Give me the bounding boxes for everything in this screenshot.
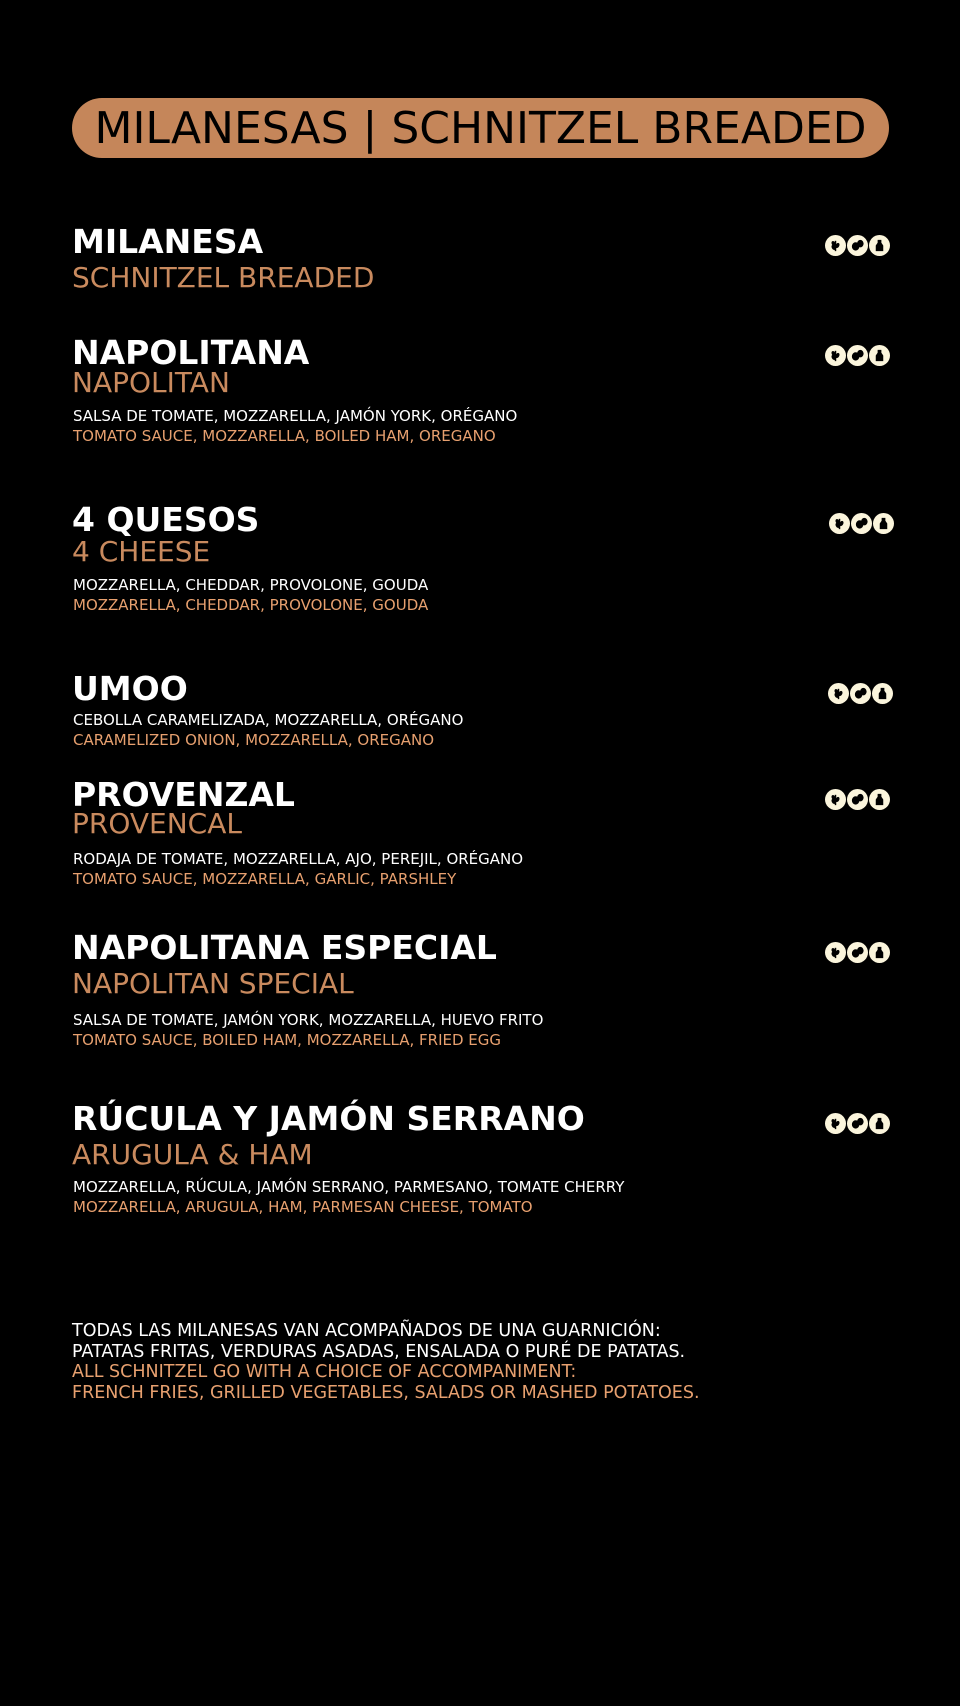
item-description-es: CEBOLLA CARAMELIZADA, MOZZARELLA, ORÉGANO [73,711,464,729]
item-translation: 4 CHEESE [72,535,211,568]
milk-icon [873,513,894,534]
egg-icon [847,789,868,810]
item-description-en: TOMATO SAUCE, BOILED HAM, MOZZARELLA, FRIED EGG [73,1031,502,1049]
section-header [72,98,889,158]
menu-item [72,1100,892,1217]
milk-icon [869,235,890,256]
item-description-es: SALSA DE TOMATE, JAMÓN YORK, MOZZARELLA, HUEVO FRITO [73,1011,544,1029]
allergen-icons [825,789,891,811]
gluten-icon [829,513,850,534]
menu-item [72,670,892,750]
item-translation: PROVENCAL [72,807,242,840]
item-translation: NAPOLITAN [72,366,230,399]
allergen-icons [829,513,895,535]
egg-icon [850,683,871,704]
egg-icon [851,513,872,534]
item-name: MILANESA [72,222,264,261]
gluten-icon [828,683,849,704]
footer-es-line2: PATATAS FRITAS, VERDURAS ASADAS, ENSALADA O PURÉ DE PATATAS. [72,1341,686,1362]
egg-icon [847,235,868,256]
menu-item [72,776,892,889]
allergen-icons [825,345,891,367]
menu-item [72,501,892,615]
item-description-en: MOZZARELLA, CHEDDAR, PROVOLONE, GOUDA [73,596,429,614]
item-name: UMOO [72,669,188,708]
item-description-en: CARAMELIZED ONION, MOZZARELLA, OREGANO [73,731,435,749]
footer-es-line1: TODAS LAS MILANESAS VAN ACOMPAÑADOS DE UNA GUARNICIÓN: [72,1321,661,1341]
item-description-en: TOMATO SAUCE, MOZZARELLA, BOILED HAM, OREGANO [73,427,496,445]
gluten-icon [825,942,846,963]
item-description-es: SALSA DE TOMATE, MOZZARELLA, JAMÓN YORK, ORÉGANO [73,407,518,425]
item-name: NAPOLITANA [72,333,310,372]
item-name: RÚCULA Y JAMÓN SERRANO [72,1099,585,1138]
egg-icon [847,942,868,963]
item-name: 4 QUESOS [72,500,260,539]
menu-item [72,929,892,1050]
egg-icon [847,1113,868,1134]
milk-icon [869,1113,890,1134]
allergen-icons [825,1113,891,1135]
milk-icon [869,942,890,963]
footer-en-line2: FRENCH FRIES, GRILLED VEGETABLES, SALADS OR MASHED POTATOES. [72,1382,700,1403]
allergen-icons [825,942,891,964]
gluten-icon [825,235,846,256]
footer-en-line1: ALL SCHNITZEL GO WITH A CHOICE OF ACCOMPANIMENT: [72,1362,577,1382]
gluten-icon [825,345,846,366]
item-translation: NAPOLITAN SPECIAL [72,967,354,1000]
gluten-icon [825,1113,846,1134]
item-description-en: MOZZARELLA, ARUGULA, HAM, PARMESAN CHEESE, TOMATO [73,1198,533,1216]
accompaniment-note [72,1321,700,1403]
milk-icon [869,789,890,810]
egg-icon [847,345,868,366]
item-description-es: MOZZARELLA, CHEDDAR, PROVOLONE, GOUDA [73,576,429,594]
menu-item [72,223,892,295]
item-description-en: TOMATO SAUCE, MOZZARELLA, GARLIC, PARSHLEY [73,870,457,888]
allergen-icons [825,235,891,257]
gluten-icon [825,789,846,810]
section-title: MILANESAS | SCHNITZEL BREADED [94,102,867,154]
menu-item [72,334,892,446]
item-translation: SCHNITZEL BREADED [72,261,375,294]
item-name: PROVENZAL [72,775,295,814]
item-description-es: RODAJA DE TOMATE, MOZZARELLA, AJO, PEREJIL, ORÉGANO [73,850,524,868]
milk-icon [872,683,893,704]
milk-icon [869,345,890,366]
item-translation: ARUGULA & HAM [72,1138,313,1171]
item-description-es: MOZZARELLA, RÚCULA, JAMÓN SERRANO, PARMESANO, TOMATE CHERRY [73,1178,625,1196]
item-name: NAPOLITANA ESPECIAL [72,928,497,967]
allergen-icons [828,683,894,705]
